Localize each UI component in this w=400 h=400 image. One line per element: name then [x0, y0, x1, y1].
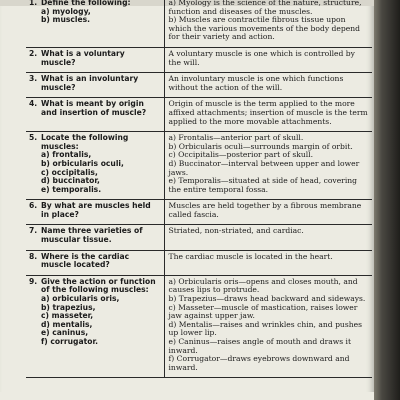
question-text: What is a voluntary muscle? [41, 48, 125, 67]
answer-cell [164, 200, 372, 225]
question-text: By what are muscles held in place? [41, 201, 151, 219]
question-subitem: e) caninus, [41, 328, 89, 338]
question-number: 2. [29, 48, 38, 58]
question-cell [26, 73, 164, 98]
answer-cell [164, 47, 372, 72]
answer-cell [164, 98, 372, 132]
question-subitem: c) masseter, [41, 311, 94, 321]
qa-row [26, 250, 372, 275]
qa-row [26, 225, 372, 250]
answer-text: Origin of muscle is the term applied to the more affixed attachments; insertion of muscle is the term applied to the more movable attachments. [168, 99, 368, 126]
answer-text: The cardiac muscle is located in the heart. [168, 251, 333, 261]
question-number: 4. [29, 99, 38, 109]
question-text: Locate the following muscles: [41, 133, 129, 151]
question-text: Define the following: [41, 0, 131, 7]
answer-cell [164, 275, 372, 378]
question-cell [26, 250, 164, 275]
qa-row [26, 98, 372, 132]
question-subitem: d) mentalis, [41, 319, 93, 329]
answer-text: a) Frontalis—anterior part of skull. [168, 133, 304, 143]
answer-text: A voluntary muscle is one which is controlled by the will. [168, 48, 355, 67]
answer-text: d) Buccinator—interval between upper and lower jaws. [168, 158, 360, 177]
question-subitem: a) myology, [41, 6, 91, 16]
question-number: 5. [29, 133, 38, 143]
question-subitem: a) frontalis, [41, 150, 92, 160]
question-cell [26, 0, 164, 47]
answer-text: f) Corrugator—draws eyebrows downward and inward. [168, 354, 350, 372]
answer-text: b) Orbicularis oculi—surrounds margin of orbit. [168, 141, 353, 151]
question-cell [26, 132, 164, 200]
book-gutter [374, 0, 400, 400]
question-subitem: d) buccinator, [41, 176, 100, 186]
answer-text: e) Temporalis—situated at side of head, covering the entire temporal fossa. [168, 176, 357, 194]
answer-cell [164, 132, 372, 200]
question-cell [26, 47, 164, 72]
question-number: 6. [29, 201, 38, 211]
qa-row [26, 47, 372, 72]
answer-text: b) Muscles are contractile fibrous tissue upon which the various movements of the body depend for their variety and action. [168, 15, 360, 42]
question-cell [26, 98, 164, 132]
answer-text: c) Masseter—muscle of mastication, raises lower jaw against upper jaw. [168, 302, 358, 321]
question-subitem: b) trapezius, [41, 302, 96, 312]
question-subitem: b) muscles. [41, 15, 91, 25]
answer-text: Striated, non-striated, and cardiac. [168, 226, 304, 236]
qa-row [26, 73, 372, 98]
question-subitem: e) temporalis. [41, 184, 102, 194]
question-text: Name three varieties of muscular tissue. [41, 226, 143, 245]
question-subitem: b) orbicularis oculi, [41, 158, 124, 168]
answer-cell [164, 0, 372, 47]
qa-row [26, 275, 372, 378]
question-number: 7. [29, 226, 38, 236]
question-number: 9. [29, 276, 38, 286]
qa-row [26, 132, 372, 200]
question-text: What is meant by origin and insertion of muscle? [41, 99, 147, 117]
question-subitem: f) corrugator. [41, 337, 98, 346]
answer-cell [164, 250, 372, 275]
answer-text: c) Occipitalis—posterior part of skull. [168, 150, 313, 160]
answer-text: a) Orbicularis oris—opens and closes mouth, and causes lips to protrude. [168, 276, 358, 295]
answer-text: Muscles are held together by a fibrous membrane called fascia. [168, 201, 362, 219]
answer-text: b) Trapezius—draws head backward and sideways. [168, 294, 366, 304]
answer-text: a) Myology is the science of the nature, structure, function and diseases of the muscles. [168, 0, 362, 16]
question-cell [26, 200, 164, 225]
qa-table [26, 0, 372, 378]
page-cut-off [0, 392, 376, 400]
question-text: Where is the cardiac muscle located? [41, 251, 130, 270]
answer-text: e) Caninus—raises angle of mouth and draws it inward. [168, 337, 352, 355]
question-number: 8. [29, 251, 38, 261]
question-number: 3. [29, 74, 38, 84]
question-cell [26, 275, 164, 378]
question-subitem: c) occipitalis, [41, 167, 98, 177]
qa-row [26, 200, 372, 225]
answer-text: An involuntary muscle is one which functions without the action of the will. [168, 74, 344, 92]
answer-cell [164, 73, 372, 98]
question-subitem: a) orbicularis oris, [41, 294, 120, 304]
answer-cell [164, 225, 372, 250]
answer-text: d) Mentalis—raises and wrinkles chin, and pushes up lower lip. [168, 319, 363, 338]
question-cell [26, 225, 164, 250]
question-text: Give the action or function of the following muscles: [41, 276, 156, 295]
question-text: What is an involuntary muscle? [41, 74, 139, 92]
question-number: 1. [29, 0, 38, 7]
qa-row [26, 0, 372, 47]
